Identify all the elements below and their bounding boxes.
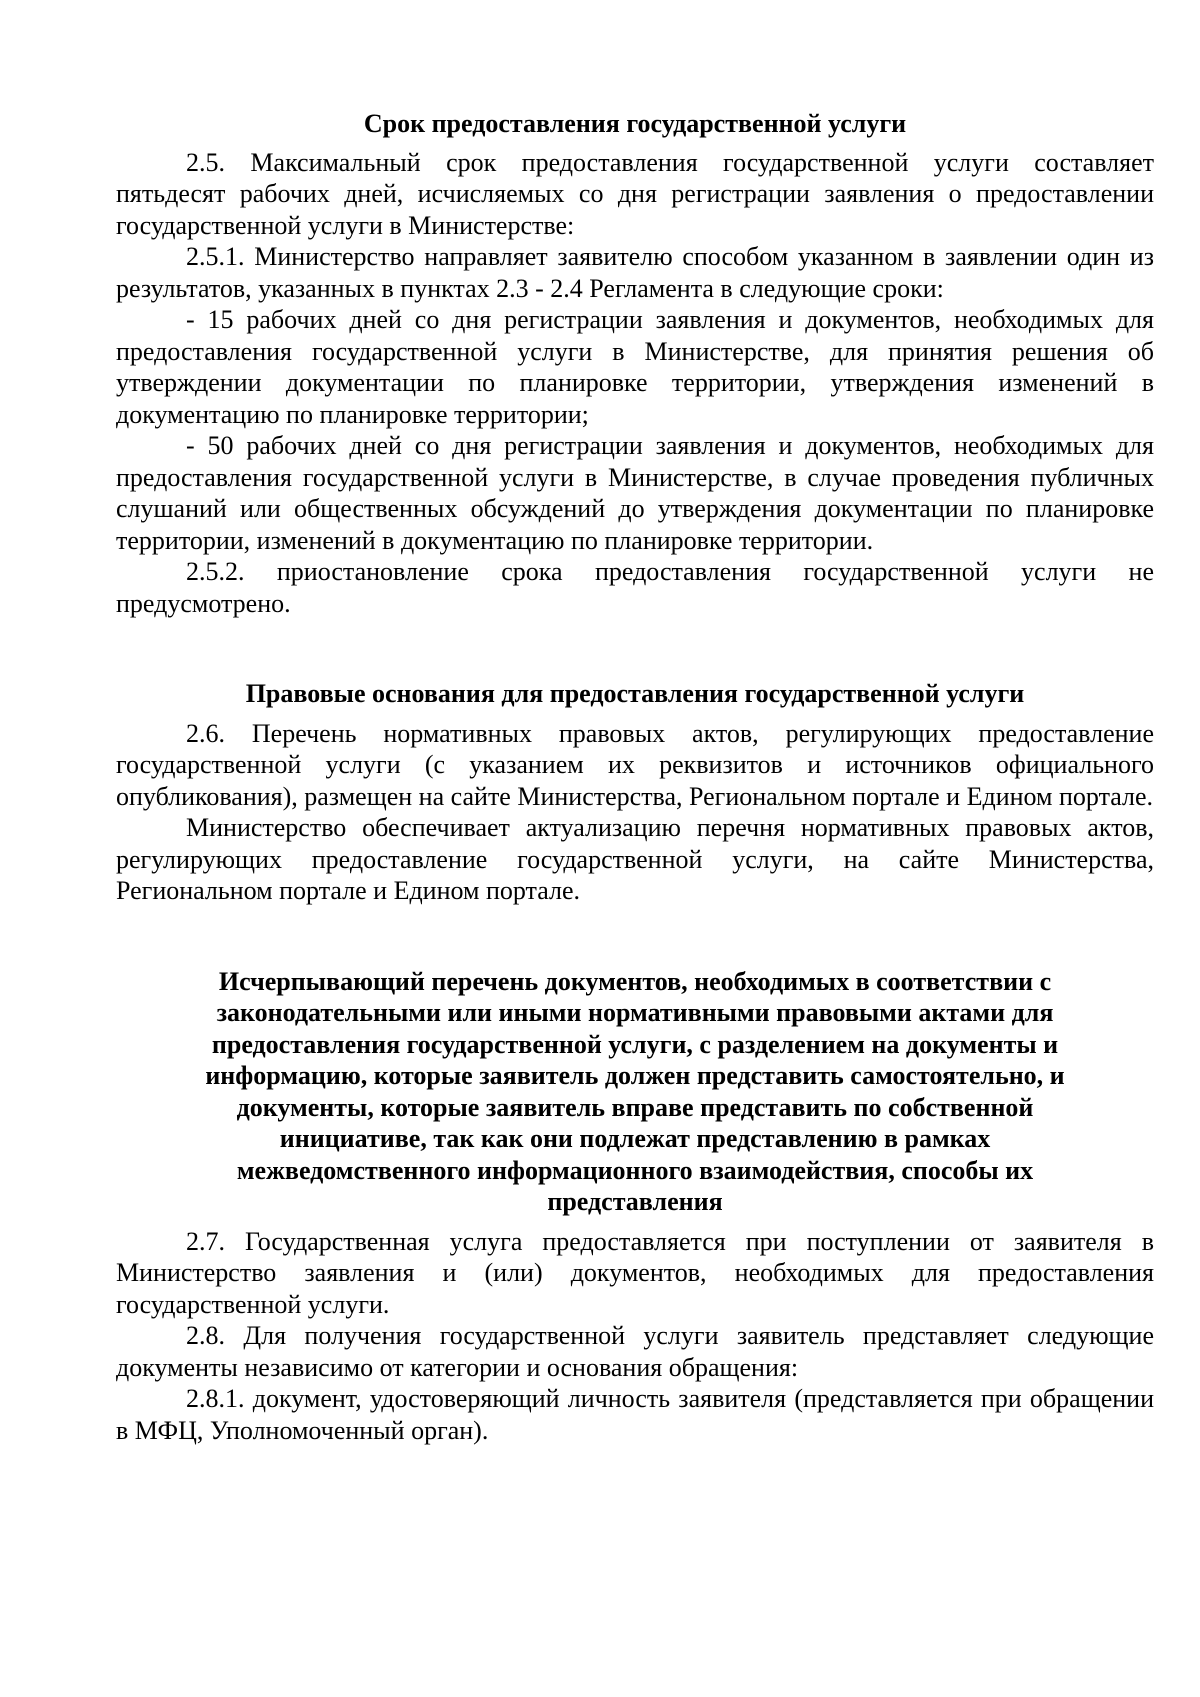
paragraph-2-8: 2.8. Для получения государственной услуги заявитель представляет следующие документы независимо от категории и основания обращения: <box>116 1321 1154 1382</box>
document-page <box>116 108 1154 1446</box>
paragraph-15-days: - 15 рабочих дней со дня регистрации заявления и документов, необходимых для предоставления государственной услуги в Министерстве, для принятия решения об утверждении документации по планировке территории, утверждения изменений в документацию по планировке территории; <box>116 305 1154 429</box>
section-heading-term: Срок предоставления государственной услуги <box>363 109 907 138</box>
paragraph-2-6: 2.6. Перечень нормативных правовых актов, регулирующих предоставление государственной услуги (с указанием их реквизитов и источников официального опубликования), размещен на сайте Министерства, Региональном портале и Едином портале. <box>116 718 1154 811</box>
section-heading-documents-list: Исчерпывающий перечень документов, необходимых в соответствии с законодательными или иными нормативными правовыми актами для предоставления государственной услуги, с разделением на документы и информацию, которые заявитель должен представить самостоятельно, и документы, которые заявитель вправе представить по собственной инициативе, так как они подлежат представлению в рамках межведомственного информационного взаимодействия, способы их представления <box>205 966 1065 1216</box>
paragraph-2-5-2: 2.5.2. приостановление срока предоставления государственной услуги не предусмотрено. <box>116 557 1154 618</box>
paragraph-2-7: 2.7. Государственная услуга предоставляется при поступлении от заявителя в Министерство заявления и (или) документов, необходимых для предоставления государственной услуги. <box>116 1226 1154 1319</box>
paragraph-2-5-1: 2.5.1. Министерство направляет заявителю способом указанном в заявлении один из результатов, указанных в пунктах 2.3 - 2.4 Регламента в следующие сроки: <box>116 242 1154 303</box>
paragraph-2-5: 2.5. Максимальный срок предоставления государственной услуги составляет пятьдесят рабочих дней, исчисляемых со дня регистрации заявления о предоставлении государственной услуги в Министерстве: <box>116 147 1154 240</box>
paragraph-actualization: Министерство обеспечивает актуализацию перечня нормативных правовых актов, регулирующих предоставление государственной услуги, на сайте Министерства, Региональном портале и Едином портале. <box>116 813 1154 905</box>
section-heading-legal-basis: Правовые основания для предоставления государственной услуги <box>245 679 1025 708</box>
paragraph-2-8-1: 2.8.1. документ, удостоверяющий личность заявителя (представляется при обращении в МФЦ, Уполномоченный орган). <box>116 1384 1154 1445</box>
paragraph-50-days: - 50 рабочих дней со дня регистрации заявления и документов, необходимых для предоставления государственной услуги в Министерстве, в случае проведения публичных слушаний или общественных обсуждений до утверждения документации по планировке территории, изменений в документацию по планировке территории. <box>116 431 1154 555</box>
